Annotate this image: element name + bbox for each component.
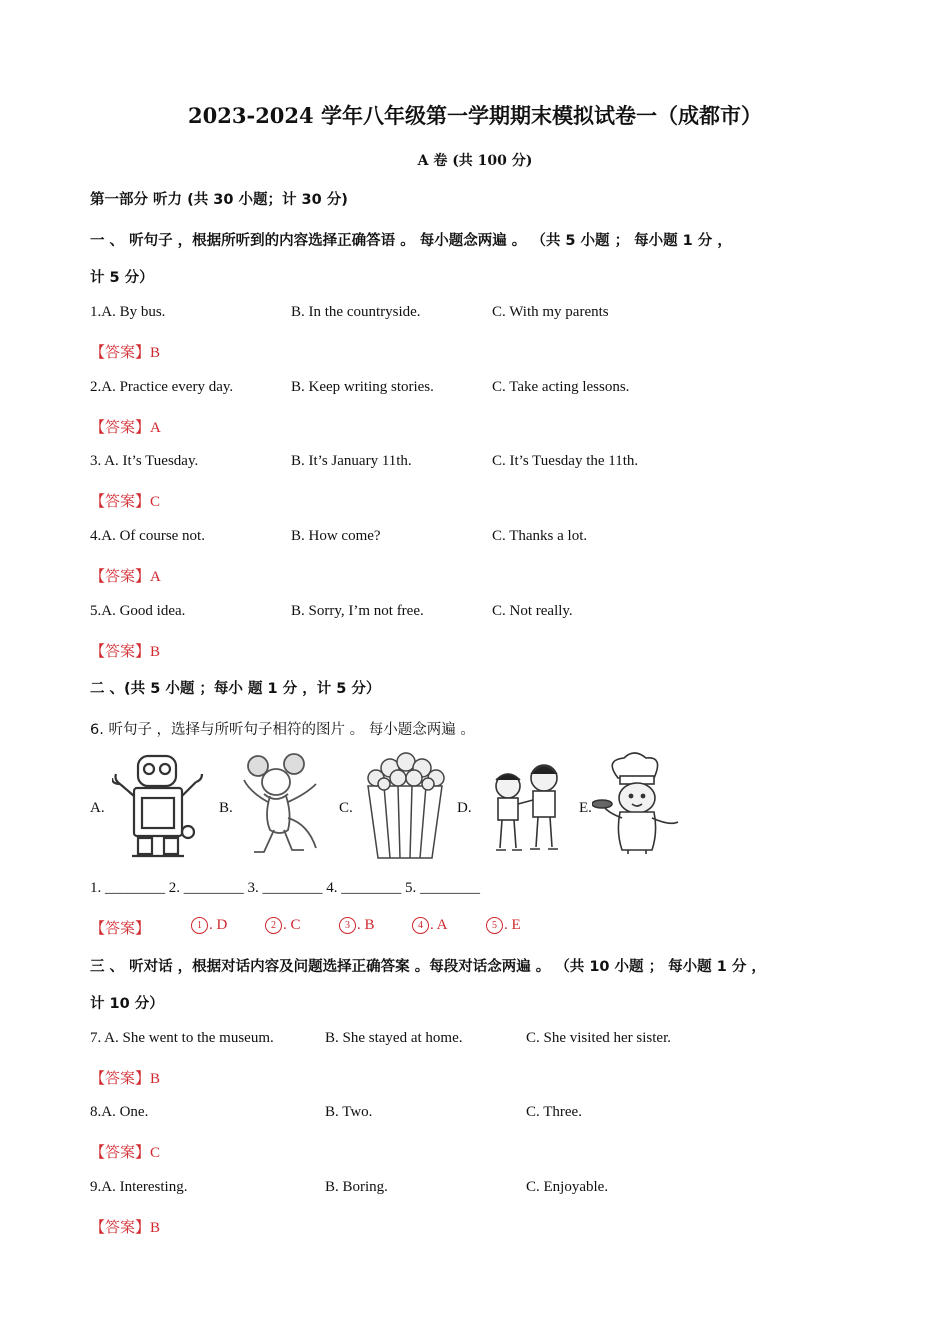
- option-b: B. It’s January 11th.: [291, 453, 412, 469]
- question-6-prompt: 6. 听句子 ，选择与所听句子相符的图片 。 每小题念两遍 。: [90, 722, 475, 738]
- option-c: C. Three.: [526, 1104, 582, 1120]
- option-b: B. Keep writing stories.: [291, 379, 434, 395]
- answer-text: 【答案】A: [90, 420, 161, 436]
- option-a: 7. A. She went to the museum.: [90, 1030, 274, 1046]
- section3-instruction: 三 、 听对话 ，根据对话内容及问题选择正确答案 。每段对话念两遍 。 （共 10 小题 ； 每小题 1 分 ，: [90, 959, 766, 975]
- option-b: B. How come?: [291, 528, 381, 544]
- option-a: 8.A. One.: [90, 1104, 149, 1120]
- two-boys-icon: [484, 758, 572, 856]
- answer-text: 【答案】B: [90, 644, 161, 660]
- answer-number: 3: [339, 917, 356, 934]
- answer-item: [412, 917, 448, 934]
- option-c: C. With my parents: [492, 304, 609, 320]
- answer-text: 【答案】B: [90, 1220, 161, 1236]
- section1-instruction-cont: 计 5 分）: [90, 270, 154, 286]
- answer-value: . C: [283, 917, 301, 933]
- picture-label: D.: [457, 800, 472, 816]
- answer-item: [486, 917, 521, 934]
- answer-label: 【答案】: [90, 921, 151, 937]
- option-a: 4.A. Of course not.: [90, 528, 205, 544]
- option-a: 3. A. It’s Tuesday.: [90, 453, 199, 469]
- option-a: 2.A. Practice every day.: [90, 379, 234, 395]
- picture-label: A.: [90, 800, 105, 816]
- option-c: C. Take acting lessons.: [492, 379, 630, 395]
- option-b: B. In the countryside.: [291, 304, 421, 320]
- answer-number: 2: [265, 917, 282, 934]
- answer-text: 【答案】C: [90, 494, 161, 510]
- paper-subtitle: A 卷 (共 100 分): [417, 153, 533, 169]
- answer-text: 【答案】C: [90, 1145, 161, 1161]
- section2-instruction: 二 、(共 5 小题 ；每小 题 1 分 ，计 5 分）: [90, 681, 381, 697]
- answer-number: 5: [486, 917, 503, 934]
- option-b: B. Two.: [325, 1104, 373, 1120]
- answer-item: [339, 917, 375, 934]
- option-b: B. Boring.: [325, 1179, 388, 1195]
- option-c: C. It’s Tuesday the 11th.: [492, 453, 639, 469]
- page-title: 2023-2024 学年八年级第一学期期末模拟试卷一（成都市）: [188, 103, 762, 128]
- option-a: 1.A. By bus.: [90, 304, 166, 320]
- answer-value: . D: [209, 917, 228, 933]
- picture-label: C.: [339, 800, 353, 816]
- option-a: 9.A. Interesting.: [90, 1179, 188, 1195]
- option-c: C. Enjoyable.: [526, 1179, 609, 1195]
- option-a: 5.A. Good idea.: [90, 603, 186, 619]
- option-b: B. She stayed at home.: [325, 1030, 463, 1046]
- picture-label: B.: [219, 800, 233, 816]
- answer-item: [265, 917, 301, 934]
- answer-text: 【答案】B: [90, 1071, 161, 1087]
- robot-icon: [112, 752, 204, 862]
- answer-text: 【答案】B: [90, 345, 161, 361]
- answer-number: 1: [191, 917, 208, 934]
- option-c: C. Thanks a lot.: [492, 528, 588, 544]
- answer-value: . A: [430, 917, 448, 933]
- option-b: B. Sorry, I’m not free.: [291, 603, 424, 619]
- popcorn-icon: [362, 750, 448, 862]
- section1-instruction: 一 、 听句子 ，根据所听到的内容选择正确答语 。 每小题念两遍 。 （共 5 小题 ； 每小题 1 分 ，: [90, 233, 732, 249]
- answer-value: . B: [357, 917, 375, 933]
- part1-heading: 第一部分 听力 (共 30 小题；计 30 分): [90, 192, 348, 208]
- answer-value: . E: [504, 917, 521, 933]
- section3-instruction-cont: 计 10 分）: [90, 996, 164, 1012]
- answer-number: 4: [412, 917, 429, 934]
- picture-label: E.: [579, 800, 592, 816]
- answer-text: 【答案】A: [90, 569, 161, 585]
- option-c: C. Not really.: [492, 603, 573, 619]
- answer-blanks: 1. ________ 2. ________ 3. ________ 4. ________ 5. ________: [90, 880, 480, 896]
- option-c: C. She visited her sister.: [526, 1030, 671, 1046]
- mouse-cartoon-icon: [238, 752, 322, 862]
- answer-item: [191, 917, 227, 934]
- chef-icon: [592, 752, 684, 856]
